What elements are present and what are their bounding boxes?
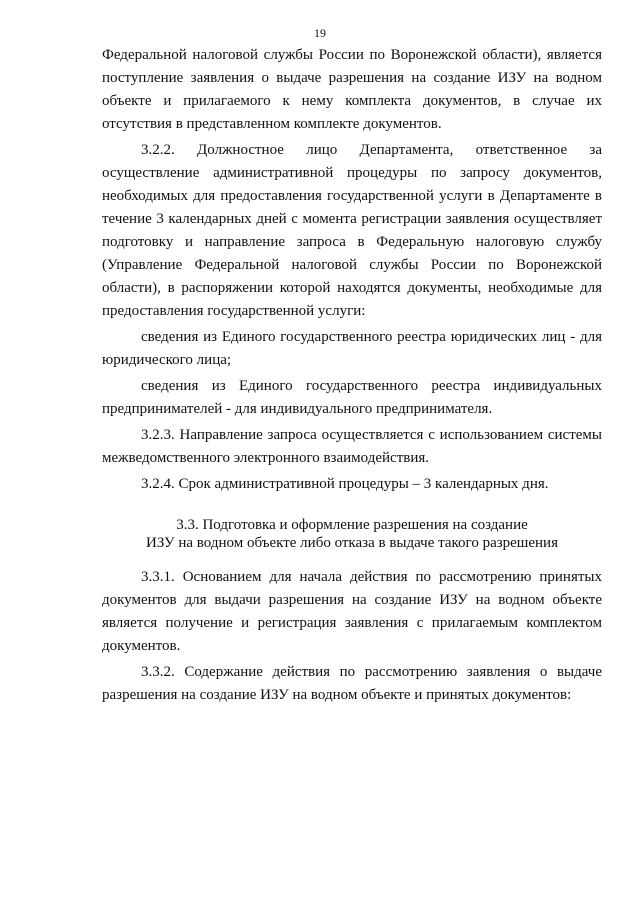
paragraph-3-2-4: 3.2.4. Срок административной процедуры – 3 календарных дня. — [141, 476, 549, 492]
section-heading-line-1: 3.3. Подготовка и оформление разрешения на создание — [176, 517, 528, 533]
list-item-egrip: сведения из Единого государственного реестра индивидуальных предпринимателей - для индивидуального предпринимателя. — [102, 378, 602, 417]
section-heading-3-3 — [102, 516, 602, 552]
paragraph-3-2-3: 3.2.3. Направление запроса осуществляется с использованием системы межведомственного электронного взаимодействия. — [102, 427, 602, 466]
paragraph-continuation: Федеральной налоговой службы России по Воронежской области), является поступление заявления о выдаче разрешения на создание ИЗУ на водном объекте и прилагаемого к нему комплекта документов, в случае их отсутствия в представленном комплекте документов. — [102, 47, 602, 132]
section-heading-line-2: ИЗУ на водном объекте либо отказа в выдаче такого разрешения — [146, 535, 558, 551]
paragraph-3-2-2: 3.2.2. Должностное лицо Департамента, ответственное за осуществление административной процедуры по запросу документов, необходимых для предоставления государственной услуги в Департаменте в течение 3 календарных дней с момента регистрации заявления осуществляет подготовку и направление запроса в Федеральную налоговую службу (Управление Федеральной налоговой службы России по Воронежской области), в распоряжении которой находятся документы, необходимые для предоставления государственной услуги: — [102, 142, 602, 319]
document-body — [102, 44, 602, 707]
paragraph-3-3-1: 3.3.1. Основанием для начала действия по рассмотрению принятых документов для выдачи разрешения на создание ИЗУ на водном объекте является получение и регистрация заявления с прилагаемым комплектом документов. — [102, 569, 602, 654]
paragraph-3-3-2: 3.3.2. Содержание действия по рассмотрению заявления о выдаче разрешения на создание ИЗУ на водном объекте и принятых документов: — [102, 664, 602, 703]
page-number: 19 — [314, 26, 326, 40]
list-item-egrul: сведения из Единого государственного реестра юридических лиц - для юридического лица; — [102, 329, 602, 368]
